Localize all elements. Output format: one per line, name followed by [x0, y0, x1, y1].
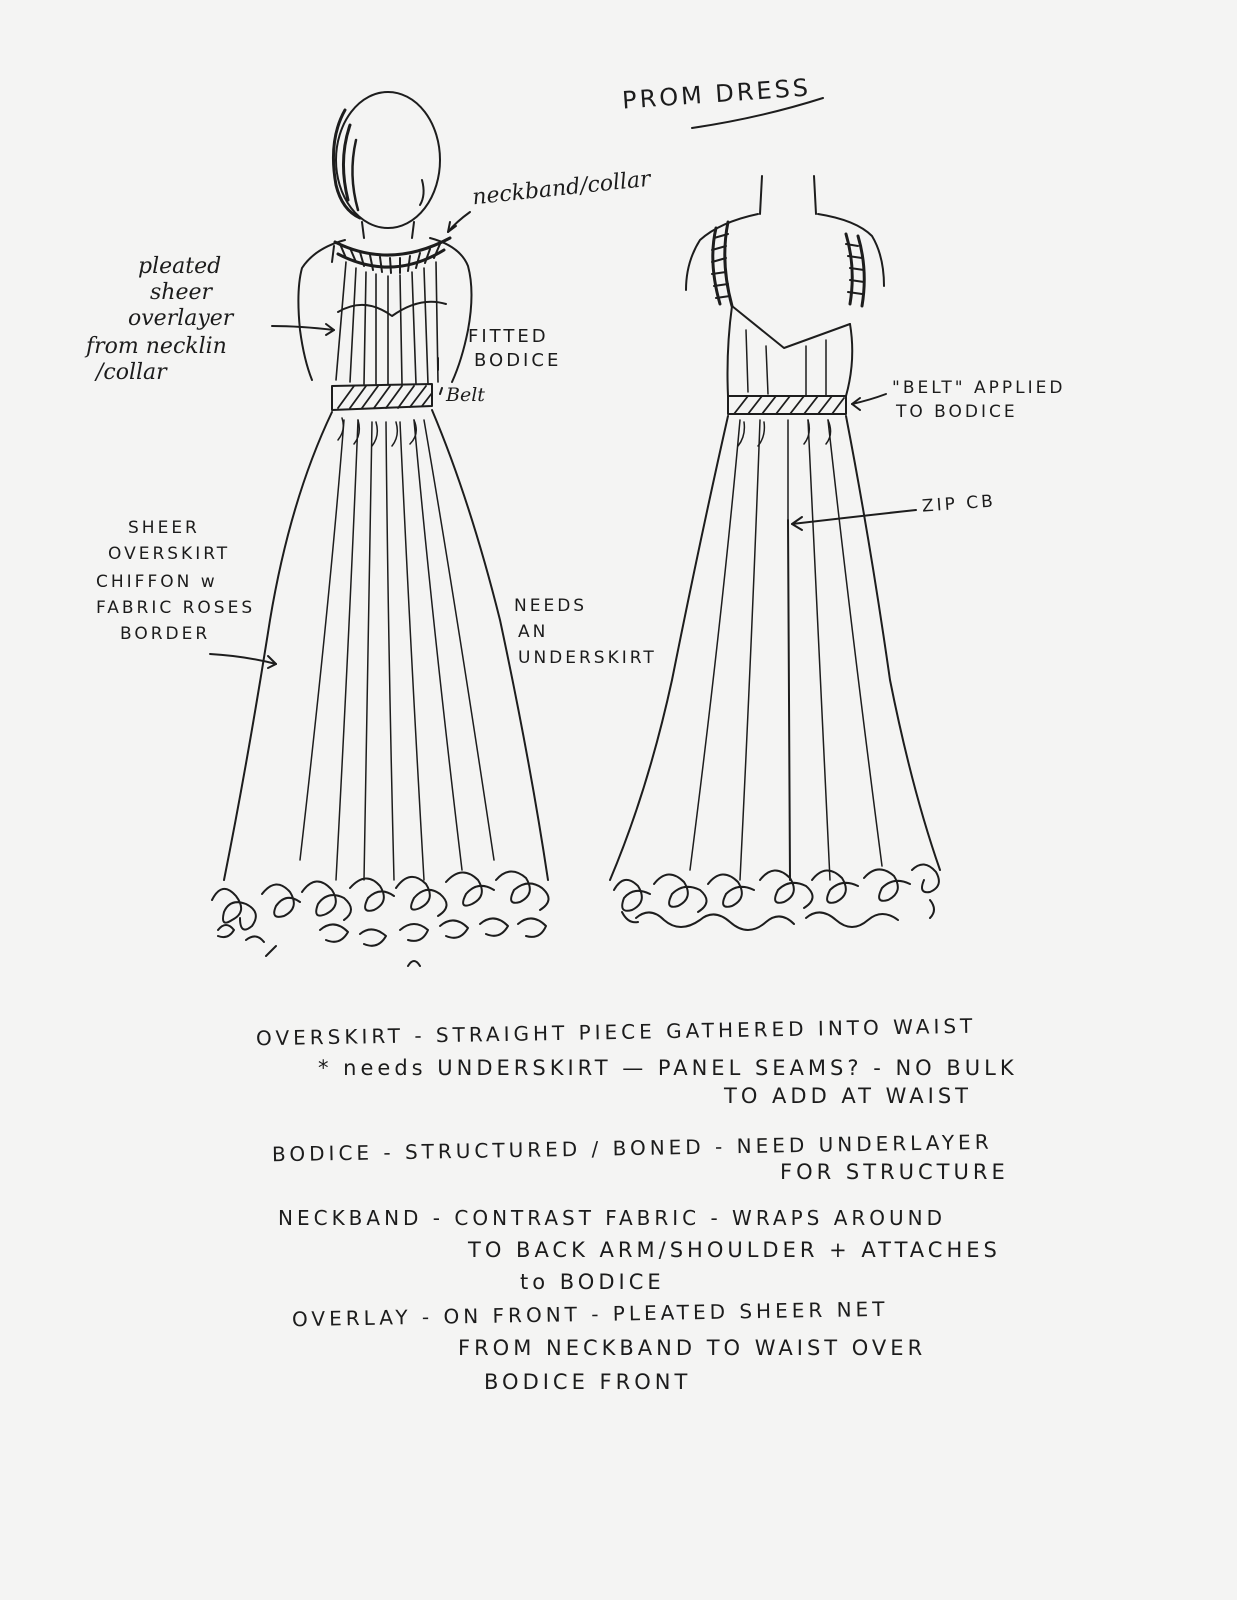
label-sheer-line4: FABRIC ROSES: [96, 598, 256, 618]
note-line-7: TO BACK ARM/SHOULDER + ATTACHES: [468, 1238, 1001, 1262]
back-skirt-right: [846, 416, 940, 870]
label-fitted-line2: BODICE: [474, 350, 562, 371]
note-line-5: FOR STRUCTURE: [780, 1160, 1009, 1184]
note-line-8: to BODICE: [520, 1270, 665, 1294]
front-pleats: [336, 262, 438, 384]
label-pleated-line1: pleated: [138, 254, 222, 279]
label-needs-line1: NEEDS: [514, 596, 588, 616]
note-line-1: OVERSKIRT - STRAIGHT PIECE GATHERED INTO WAIST: [255, 1013, 977, 1051]
label-pleated-line5: /collar: [96, 360, 167, 385]
note-line-11: BODICE FRONT: [484, 1370, 692, 1394]
label-fitted-line1: FITTED: [468, 326, 549, 347]
label-sheer-line1: SHEER: [128, 518, 200, 538]
front-view-figure: [210, 92, 549, 966]
label-sheer-line5: BORDER: [120, 624, 211, 644]
front-head: [336, 92, 440, 228]
label-sheer-line2: OVERSKIRT: [108, 544, 231, 564]
front-skirt-left: [224, 412, 332, 880]
note-line-10: FROM NECKBAND TO WAIST OVER: [458, 1336, 927, 1360]
back-strap-left: [713, 228, 720, 304]
label-needs-line2: AN: [518, 622, 549, 642]
front-roses-border: [212, 871, 549, 966]
label-needs-line3: UNDERSKIRT: [518, 648, 657, 668]
back-roses-border: [614, 864, 939, 930]
label-neckband-collar: neckband/collar: [471, 166, 652, 211]
label-pleated-line3: overlayer: [128, 306, 234, 331]
note-line-9: OVERLAY - ON FRONT - PLEATED SHEER NET: [291, 1296, 889, 1332]
label-back-belt-line2: TO BODICE: [896, 402, 1018, 422]
note-line-4: BODICE - STRUCTURED / BONED - NEED UNDERLAYER: [271, 1129, 993, 1167]
label-sheer-line3: CHIFFON w: [96, 572, 218, 592]
front-skirt-right: [432, 410, 548, 880]
label-back-belt-line1: "BELT" APPLIED: [892, 378, 1066, 398]
label-pleated-line2: sheer: [150, 280, 213, 305]
note-line-3: TO ADD AT WAIST: [724, 1084, 972, 1108]
label-pleated-line4: from necklin: [86, 334, 227, 359]
zip-line: [788, 520, 790, 880]
note-line-2: * needs UNDERSKIRT — PANEL SEAMS? - NO BULK: [318, 1056, 1018, 1080]
page-title: PROM DRESS: [621, 73, 812, 115]
label-zip-cb: ZIP CB: [921, 491, 997, 517]
back-view-figure: [610, 176, 940, 930]
label-belt: Belt: [446, 384, 485, 406]
note-line-6: NECKBAND - CONTRAST FABRIC - WRAPS AROUND: [278, 1206, 947, 1230]
